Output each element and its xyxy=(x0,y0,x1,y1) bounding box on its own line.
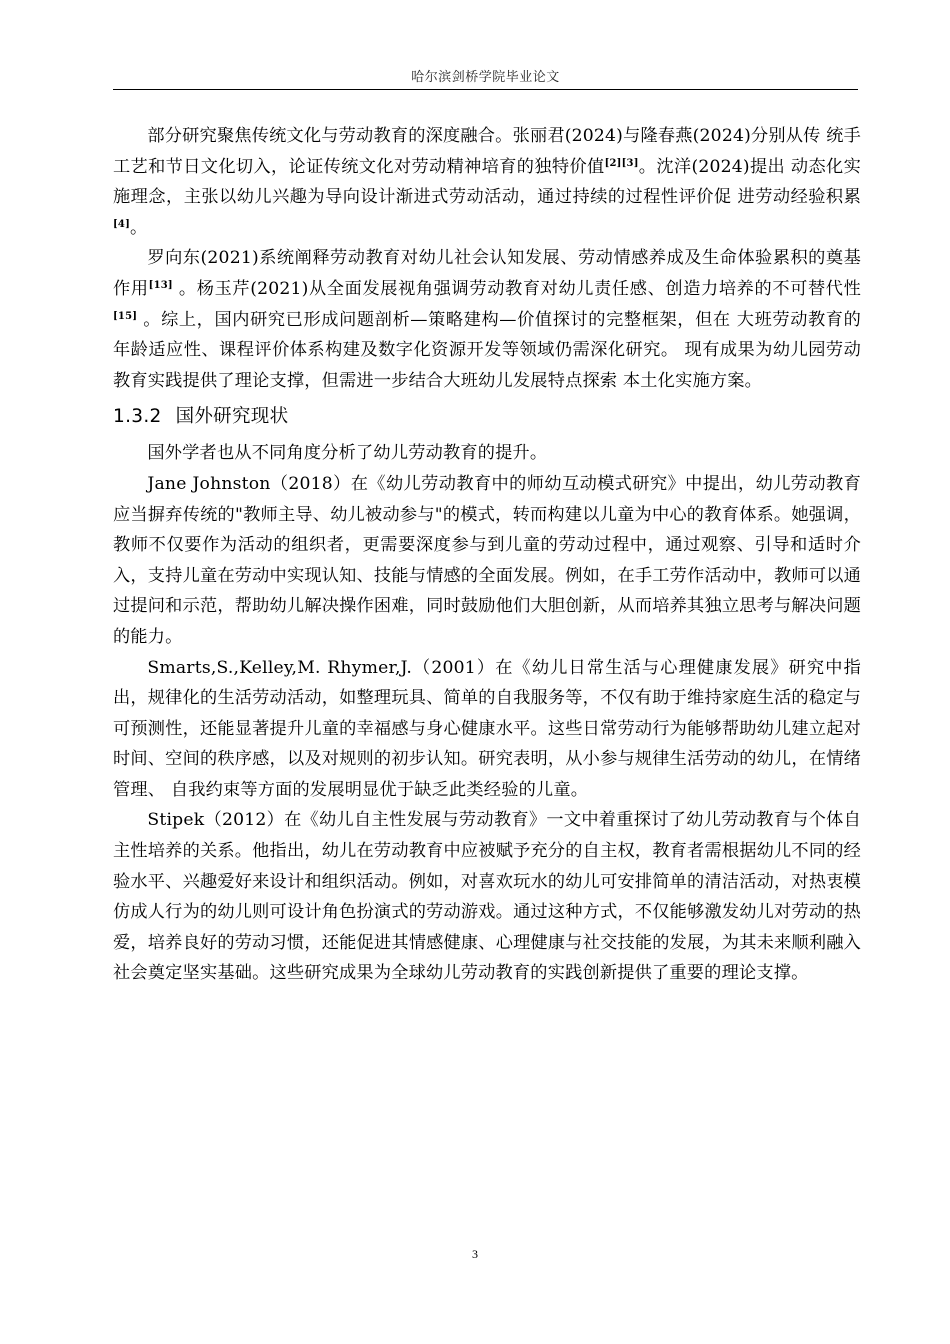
header-divider xyxy=(113,89,858,90)
paragraph-text: 。沈洋(2024)提出 动态化实施理念，主张以幼儿兴趣为导向设计渐进式劳动活动，通过持续的过程性评价促 进劳动经验积累 xyxy=(113,156,861,208)
paragraph-foreign-1: 国外学者也从不同角度分析了幼儿劳动教育的提升。 xyxy=(147,443,548,464)
citation: [13] xyxy=(148,279,173,291)
paragraph-text: 。杨玉芹(2021)从全面发展视角强调劳动教育对幼儿责任感、创造力培养的不可替代性 xyxy=(172,278,861,299)
paragraph-foreign-3: Smarts,S.,Kelley,M. Rhymer,J.（2001）在《幼儿日常生活与心理健康发展》研究中指出，规律化的生活劳动活动，如整理玩具、简单的自我服务等，不仅有助于维持家庭生活的稳定与可预测性，还能显著提升儿童的幸福感与身心健康水平。这些日常劳动行为能够帮助幼儿建立起对时间、空间的秩序感，以及对规则的初步认知。研究表明，从小参与规律生活劳动的幼儿，在情绪管理、 自我约束等方面的发展明显优于缺乏此类经验的儿童。 xyxy=(113,657,861,800)
body-text xyxy=(113,121,861,989)
section-title: 国外研究现状 xyxy=(175,406,289,428)
section-heading xyxy=(113,400,861,434)
paragraph-foreign-2: Jane Johnston（2018）在《幼儿劳动教育中的师幼互动模式研究》中提出，幼儿劳动教育应当摒弃传统的"教师主导、幼儿被动参与"的模式，转而构建以儿童为中心的教育体系。她强调，教师不仅要作为活动的组织者，更需要深度参与到儿童的劳动过程中，通过观察、引导和适时介入，支持儿童在劳动中实现认知、技能与情感的全面发展。例如，在手工劳作活动中，教师可以通过提问和示范，帮助幼儿解决操作困难，同时鼓励他们大胆创新，从而培养其独立思考与解决问题的能力。 xyxy=(113,473,861,647)
citation: [2][3] xyxy=(604,157,639,169)
paragraph-foreign-4: Stipek（2012）在《幼儿自主性发展与劳动教育》一文中着重探讨了幼儿劳动教育与个体自主性培养的关系。他指出，幼儿在劳动教育中应被赋予充分的自主权，教育者需根据幼儿不同的经验水平、兴趣爱好来设计和组织活动。例如，对喜欢玩水的幼儿可安排简单的清洁活动，对热衷模仿成人行为的幼儿则可设计角色扮演式的劳动游戏。通过这种方式，不仅能够激发幼儿对劳动的热爱，培养良好的劳动习惯，还能促进其情感健康、心理健康与社交技能的发展，为其未来顺利融入社会奠定坚实基础。这些研究成果为全球幼儿劳动教育的实践创新提供了重要的理论支撑。 xyxy=(113,810,861,984)
page-number: 3 xyxy=(472,1247,478,1261)
paragraph-text: 。综上，国内研究已形成问题剖析—策略建构—价值探讨的完整框架，但在 大班劳动教育的年龄适应性、课程评价体系构建及数字化资源开发等领域仍需深化研究。 现有成果为幼儿园劳动教育实践提供了理论支撑，但需进一步结合大班幼儿发展特点探索 本土化实施方案。 xyxy=(113,309,861,391)
paragraph-text: 。 xyxy=(130,217,148,238)
citation: [4] xyxy=(113,218,131,230)
running-header: 哈尔滨剑桥学院毕业论文 xyxy=(411,70,560,85)
section-number: 1.3.2 xyxy=(113,406,162,428)
paragraph-text: 部分研究聚焦传统文化与劳动教育的深度融合。张丽君(2024)与隆春燕(2024)分别从传 统手工艺和节日文化切入，论证传统文化对劳动精神培育的独特价值 xyxy=(113,126,861,177)
paragraph-text: 罗向东(2021)系统阐释劳动教育对幼儿社会认知发展、劳动情感养成及生命体验累积的奠基作用 xyxy=(113,248,861,299)
paragraph-domestic-2 xyxy=(113,243,861,396)
paragraph-domestic-1 xyxy=(113,121,861,243)
citation: [15] xyxy=(113,310,138,322)
